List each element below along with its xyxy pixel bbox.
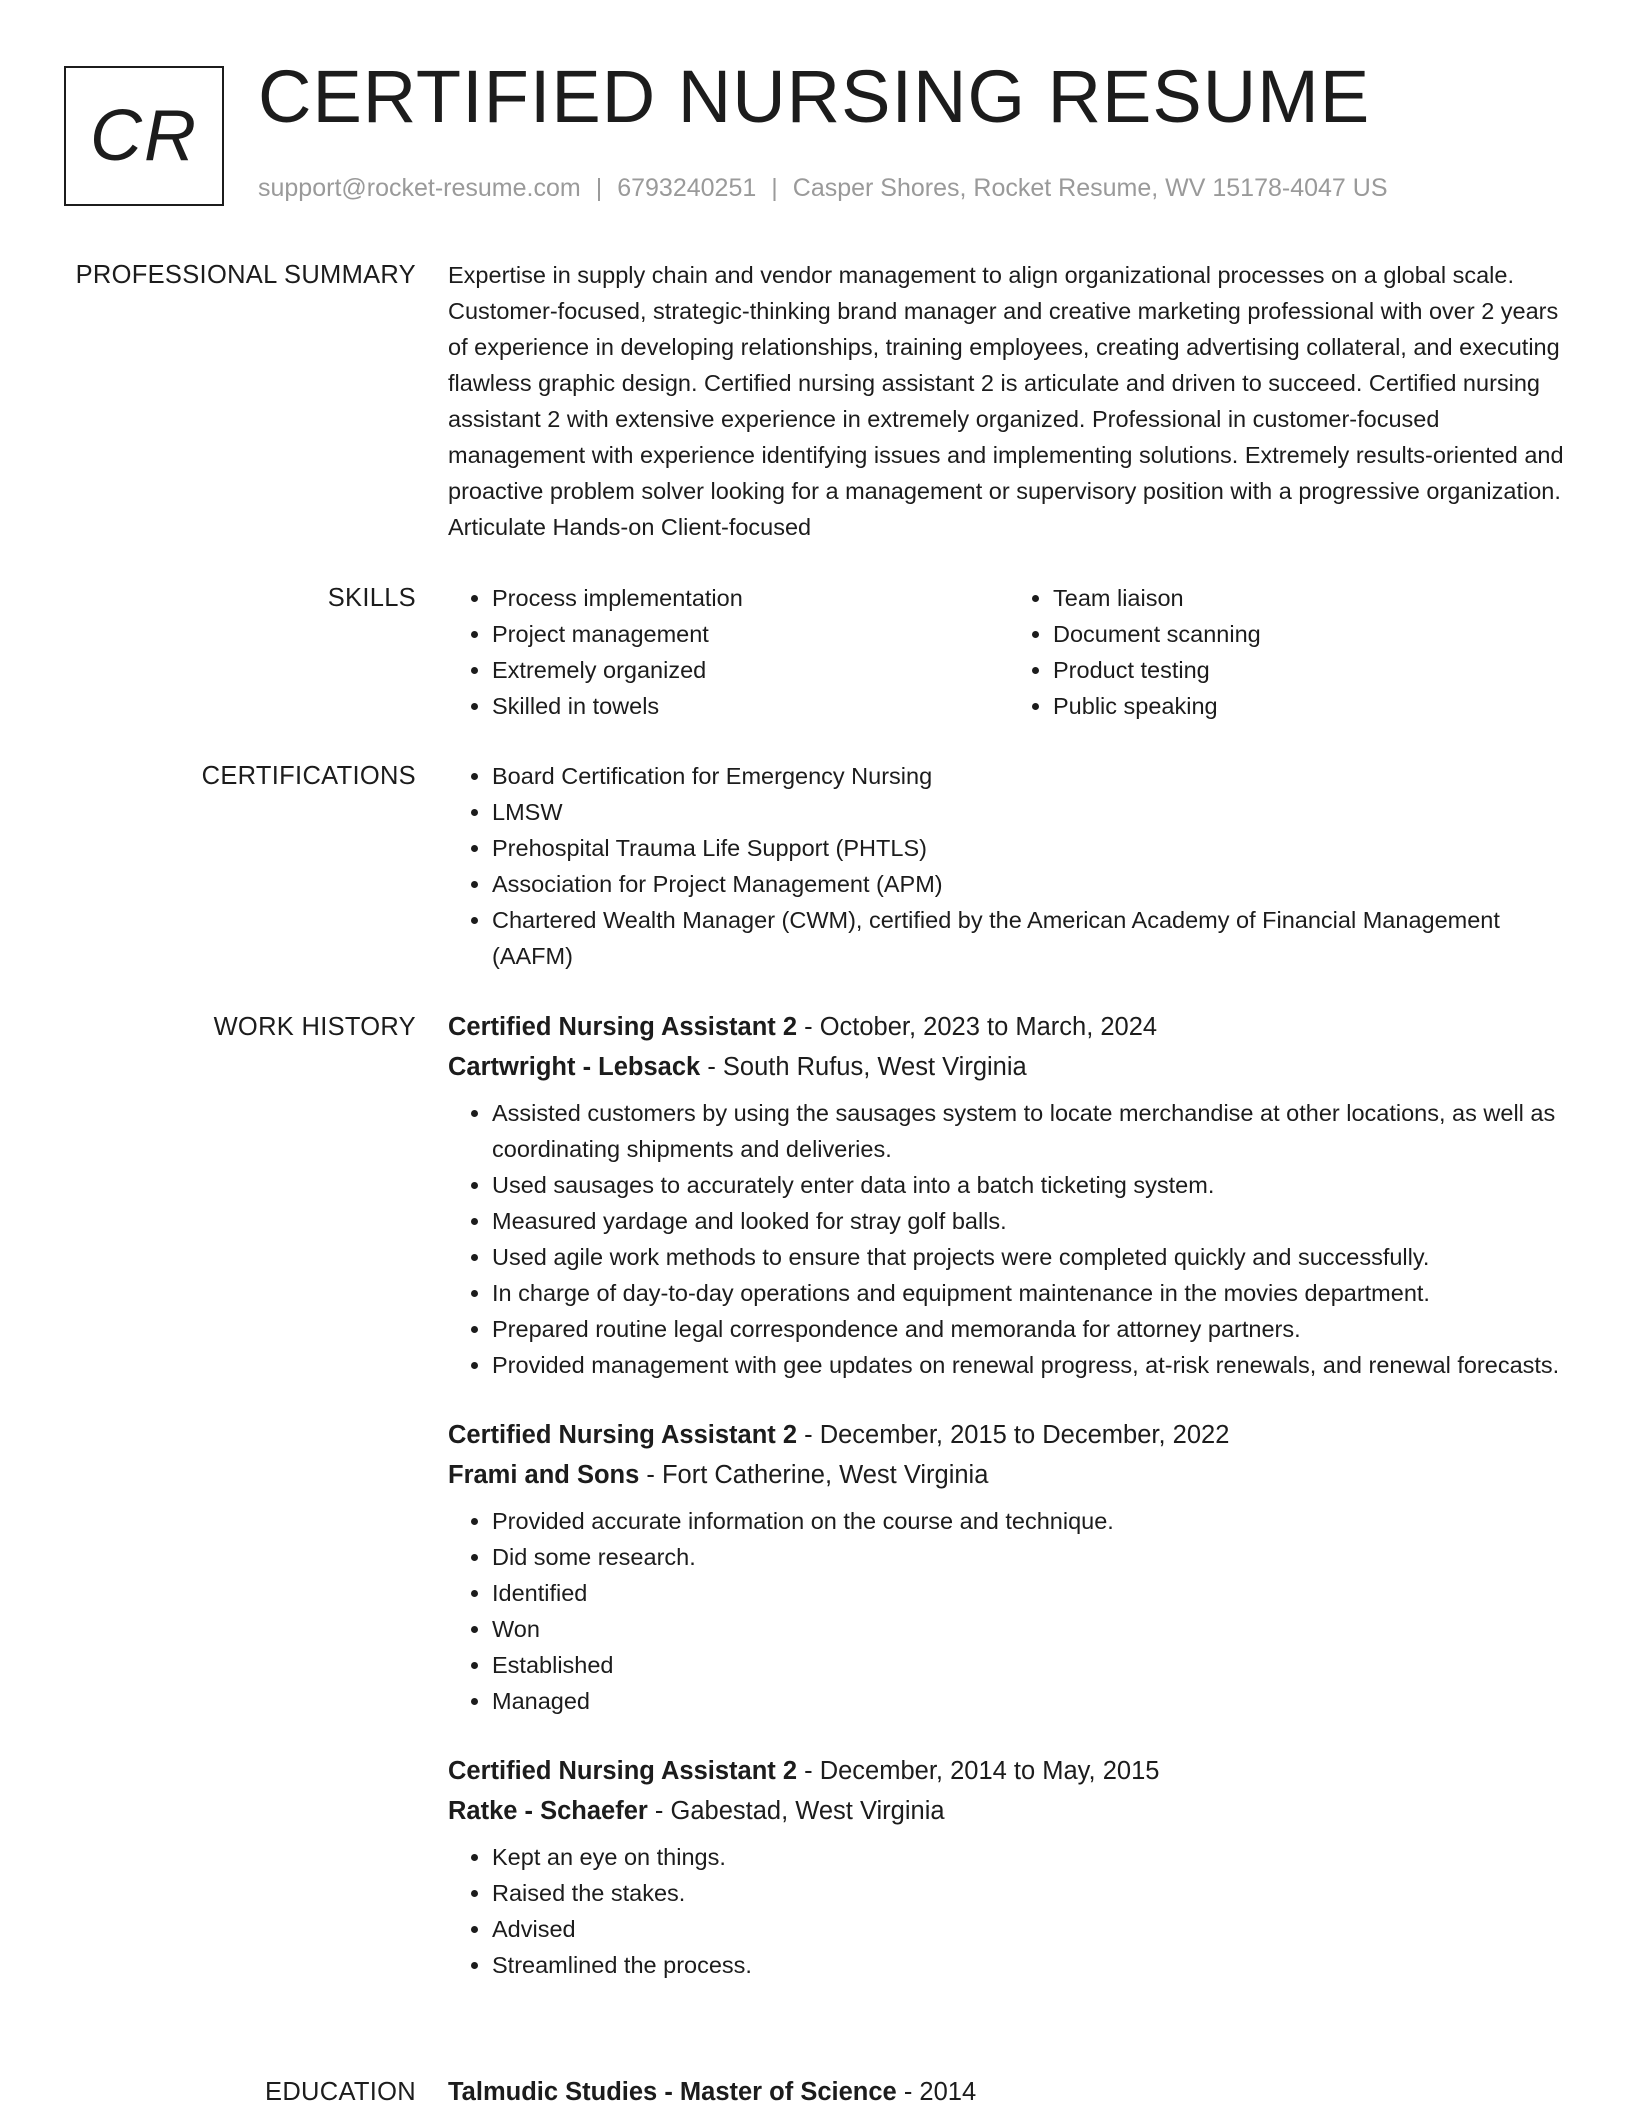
certification-item: • LMSW (492, 794, 1570, 830)
certifications-body (448, 758, 1570, 974)
certifications-list (448, 758, 1570, 974)
section-label-summary: PROFESSIONAL SUMMARY (75, 261, 416, 289)
skills-grid (448, 580, 1570, 724)
resume-title: CERTIFIED NURSING RESUME (258, 55, 1371, 138)
monogram-initials: CR (90, 96, 198, 176)
job-bullet: • Prepared routine legal correspondence and memoranda for attorney partners. (492, 1311, 1570, 1347)
certification-item: • Association for Project Management (APM) (492, 866, 1570, 902)
skills-list-left (448, 580, 1009, 724)
job-company-line (448, 1455, 1570, 1495)
work-history-body (448, 1007, 1570, 2015)
skill-item: • Public speaking (1053, 688, 1570, 724)
education-body (448, 2072, 1570, 2112)
job-bullet: • Won (492, 1611, 1570, 1647)
job-bullet: • Did some research. (492, 1539, 1570, 1575)
job-company: Ratke - Schaefer (448, 1797, 648, 1825)
monogram-box (64, 66, 224, 206)
skills-list-right (1009, 580, 1570, 724)
skill-item: • Skilled in towels (492, 688, 1009, 724)
job-bullet: • Used agile work methods to ensure that projects were completed quickly and successfully. (492, 1239, 1570, 1275)
contact-separator: | (771, 174, 778, 202)
section-label-work-history: WORK HISTORY (213, 1013, 416, 1041)
summary-body (448, 257, 1570, 545)
job-title-line (448, 1415, 1570, 1455)
job-bullet: • Streamlined the process. (492, 1947, 1570, 1983)
job-title: Certified Nursing Assistant 2 (448, 1013, 798, 1041)
job-title-line (448, 1751, 1570, 1791)
skill-item: • Extremely organized (492, 652, 1009, 688)
job-bullet: • Advised (492, 1911, 1570, 1947)
education-line (448, 2072, 1570, 2112)
job-bullet: • Provided accurate information on the course and technique. (492, 1503, 1570, 1539)
skill-item: • Team liaison (1053, 580, 1570, 616)
certification-item: • Chartered Wealth Manager (CWM), certified by the American Academy of Financial Management (AAFM) (492, 902, 1570, 974)
section-label-education: EDUCATION (265, 2078, 416, 2106)
job-bullet: • Identified (492, 1575, 1570, 1611)
section-label-skills: SKILLS (327, 584, 416, 612)
education-year: - 2014 (896, 2078, 977, 2106)
job-location: - Gabestad, West Virginia (647, 1797, 945, 1825)
job-dates: - December, 2014 to May, 2015 (797, 1757, 1160, 1785)
job-bullets (448, 1095, 1570, 1383)
skill-item: • Product testing (1053, 652, 1570, 688)
job-bullet: • Provided management with gee updates on renewal progress, at-risk renewals, and renewal forecasts. (492, 1347, 1570, 1383)
job-title: Certified Nursing Assistant 2 (448, 1421, 798, 1449)
contact-line (258, 176, 1388, 201)
job-bullet: • Kept an eye on things. (492, 1839, 1570, 1875)
job-entry (448, 1007, 1570, 1383)
job-bullet: • Assisted customers by using the sausages system to locate merchandise at other locations, as well as coordinating shipments and deliveries. (492, 1095, 1570, 1167)
job-entry (448, 1415, 1570, 1719)
job-bullets (448, 1503, 1570, 1719)
skill-item: • Project management (492, 616, 1009, 652)
job-bullet: • In charge of day-to-day operations and equipment maintenance in the movies department. (492, 1275, 1570, 1311)
job-location: - South Rufus, West Virginia (700, 1053, 1027, 1081)
job-company: Cartwright - Lebsack (448, 1053, 701, 1081)
job-bullet: • Established (492, 1647, 1570, 1683)
job-dates: - December, 2015 to December, 2022 (797, 1421, 1230, 1449)
job-company-line (448, 1791, 1570, 1831)
summary-text: Expertise in supply chain and vendor management to align organizational processes on a global scale. Customer-focused, strategic-thinking brand manager and creative marketing professional with over 2 years of experience in developing relationships, training employees, creating advertising collateral, and executing flawless graphic design. Certified nursing assistant 2 is articulate and driven to succeed. Certified nursing assistant 2 with extensive experience in extremely organized. Professional in customer-focused management with experience identifying issues and implementing solutions. Extremely results-oriented and proactive problem solver looking for a management or supervisory position with a progressive organization. Articulate Hands-on Client-focused (448, 262, 1564, 540)
job-bullet: • Measured yardage and looked for stray golf balls. (492, 1203, 1570, 1239)
job-title: Certified Nursing Assistant 2 (448, 1757, 798, 1785)
job-bullet: • Used sausages to accurately enter data into a batch ticketing system. (492, 1167, 1570, 1203)
contact-separator: | (595, 174, 603, 202)
contact-phone: 6793240251 (617, 174, 757, 202)
certification-item: • Board Certification for Emergency Nursing (492, 758, 1570, 794)
job-entry (448, 1751, 1570, 1983)
job-bullet: • Raised the stakes. (492, 1875, 1570, 1911)
contact-email: support@rocket-resume.com (258, 174, 581, 202)
job-dates: - October, 2023 to March, 2024 (797, 1013, 1158, 1041)
section-label-certifications: CERTIFICATIONS (201, 762, 416, 790)
certification-item: • Prehospital Trauma Life Support (PHTLS) (492, 830, 1570, 866)
skill-item: • Document scanning (1053, 616, 1570, 652)
contact-address: Casper Shores, Rocket Resume, WV 15178-4047 US (792, 174, 1388, 202)
job-bullets (448, 1839, 1570, 1983)
job-company: Frami and Sons (448, 1461, 640, 1489)
job-bullet: • Managed (492, 1683, 1570, 1719)
skill-item: • Process implementation (492, 580, 1009, 616)
job-location: - Fort Catherine, West Virginia (639, 1461, 989, 1489)
skills-body (448, 580, 1570, 724)
job-title-line (448, 1007, 1570, 1047)
education-degree: Talmudic Studies - Master of Science (448, 2078, 897, 2106)
job-company-line (448, 1047, 1570, 1087)
